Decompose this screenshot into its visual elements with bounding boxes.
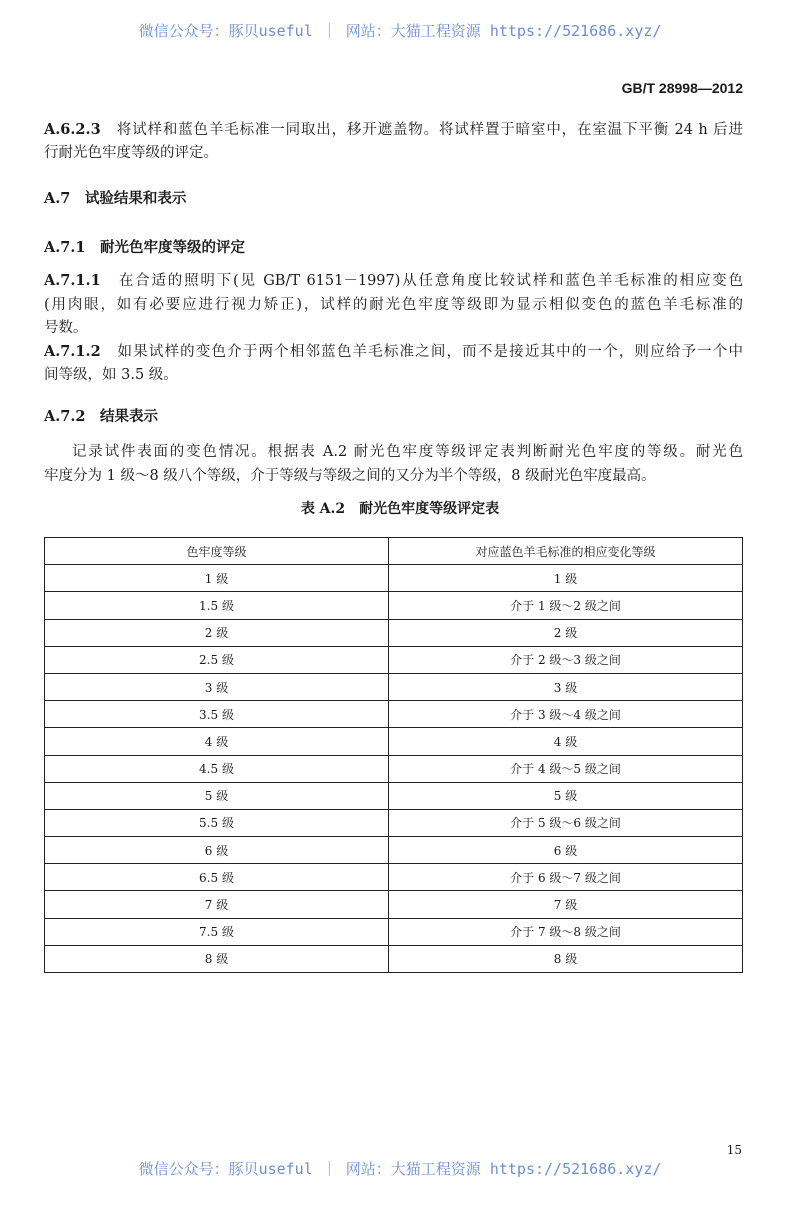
blue-wool-change-cell: 介于 5 级～6 级之间 <box>389 809 743 836</box>
heading-a72 <box>44 405 743 426</box>
blue-wool-change-cell: 8 级 <box>389 945 743 972</box>
blue-wool-change-cell: 6 级 <box>389 837 743 864</box>
page-number: 15 <box>726 1143 742 1157</box>
table-row <box>45 945 743 972</box>
fastness-grade-cell: 5.5 级 <box>45 809 389 836</box>
paragraph-line: 间等级，如 3.5 级。 <box>44 367 178 383</box>
fastness-grade-cell: 6 级 <box>45 837 389 864</box>
fastness-grade-cell: 4 级 <box>45 728 389 755</box>
clause-number: A.7 <box>44 190 71 207</box>
table-row <box>45 891 743 918</box>
table-row <box>45 673 743 700</box>
paragraph-line: 行耐光色牢度等级的评定。 <box>44 145 218 161</box>
fastness-grade-cell: 6.5 级 <box>45 864 389 891</box>
blue-wool-change-cell: 介于 1 级～2 级之间 <box>389 592 743 619</box>
paragraph-text: 如果试样的变色介于两个相邻蓝色羊毛标准之间，而不是接近其中的一个，则应给予一个中 <box>117 344 744 360</box>
fastness-grade-cell: 4.5 级 <box>45 755 389 782</box>
table-row <box>45 782 743 809</box>
fastness-grade-cell: 5 级 <box>45 782 389 809</box>
standard-number: GB/T 28998—2012 <box>621 80 743 96</box>
clause-number: A.7.1 <box>44 239 86 256</box>
watermark-bottom: 微信公众号：豚贝useful ｜ 网站：大猫工程资源 https://521686.xyz/ <box>138 1160 662 1178</box>
table-row <box>45 646 743 673</box>
table-row <box>45 701 743 728</box>
fastness-grade-cell: 2.5 级 <box>45 646 389 673</box>
blue-wool-change-cell: 介于 3 级～4 级之间 <box>389 701 743 728</box>
table-row <box>45 728 743 755</box>
table-row <box>45 755 743 782</box>
fastness-grade-cell: 8 级 <box>45 945 389 972</box>
table-row <box>45 864 743 891</box>
heading-a71 <box>44 236 743 257</box>
heading-text: 试验结果和表示 <box>84 190 187 207</box>
clause-number: A.7.1.2 <box>44 343 101 360</box>
paragraph-line: 牢度分为 1 级～8 级八个等级，介于等级与等级之间的又分为半个等级，8 级耐光色牢度最高。 <box>44 468 656 484</box>
table-row <box>45 918 743 945</box>
fastness-grade-cell: 1 级 <box>45 565 389 592</box>
fastness-grade-cell: 1.5 级 <box>45 592 389 619</box>
paragraph-text: 在合适的照明下(见 GB/T 6151－1997)从任意角度比较试样和蓝色羊毛标准的相应变色 <box>118 273 743 289</box>
paragraph-a711-line1 <box>44 269 743 290</box>
table-caption: 表 A.2 耐光色牢度等级评定表 <box>300 501 500 517</box>
blue-wool-change-cell: 1 级 <box>389 565 743 592</box>
fastness-grade-cell: 7.5 级 <box>45 918 389 945</box>
fastness-grade-cell: 3.5 级 <box>45 701 389 728</box>
blue-wool-change-cell: 介于 2 级～3 级之间 <box>389 646 743 673</box>
paragraph-line: 记录试件表面的变色情况。根据表 A.2 耐光色牢度等级评定表判断耐光色牢度的等级。耐光色 <box>72 444 743 460</box>
fastness-grade-cell: 2 级 <box>45 619 389 646</box>
paragraph-a623-line1 <box>44 118 743 139</box>
blue-wool-change-cell: 介于 6 级～7 级之间 <box>389 864 743 891</box>
table-row <box>45 565 743 592</box>
table-row <box>45 619 743 646</box>
blue-wool-change-cell: 2 级 <box>389 619 743 646</box>
lightfastness-grade-table <box>44 537 743 973</box>
fastness-grade-cell: 7 级 <box>45 891 389 918</box>
paragraph-a712-line1 <box>44 340 743 361</box>
paragraph-line: (用肉眼，如有必要应进行视力矫正)，试样的耐光色牢度等级即为显示相似变色的蓝色羊毛标准的 <box>44 297 743 313</box>
paragraph-text: 将试样和蓝色羊毛标准一同取出，移开遮盖物。将试样置于暗室中，在室温下平衡 24 h 后进 <box>116 122 743 138</box>
column-header: 对应蓝色羊毛标准的相应变化等级 <box>389 538 743 565</box>
clause-number: A.7.2 <box>44 408 86 425</box>
blue-wool-change-cell: 3 级 <box>389 673 743 700</box>
heading-a7 <box>44 187 743 208</box>
blue-wool-change-cell: 介于 4 级～5 级之间 <box>389 755 743 782</box>
fastness-grade-cell: 3 级 <box>45 673 389 700</box>
blue-wool-change-cell: 7 级 <box>389 891 743 918</box>
paragraph-line: 号数。 <box>44 320 88 336</box>
table-header-row <box>45 538 743 565</box>
table-row <box>45 809 743 836</box>
heading-text: 耐光色牢度等级的评定 <box>100 239 246 256</box>
clause-number: A.7.1.1 <box>44 272 101 289</box>
clause-number: A.6.2.3 <box>44 121 101 138</box>
blue-wool-change-cell: 4 级 <box>389 728 743 755</box>
blue-wool-change-cell: 介于 7 级～8 级之间 <box>389 918 743 945</box>
column-header: 色牢度等级 <box>45 538 389 565</box>
heading-text: 结果表示 <box>100 408 159 425</box>
blue-wool-change-cell: 5 级 <box>389 782 743 809</box>
table-row <box>45 837 743 864</box>
table-row <box>45 592 743 619</box>
watermark-top: 微信公众号：豚贝useful ｜ 网站：大猫工程资源 https://521686.xyz/ <box>138 22 662 40</box>
